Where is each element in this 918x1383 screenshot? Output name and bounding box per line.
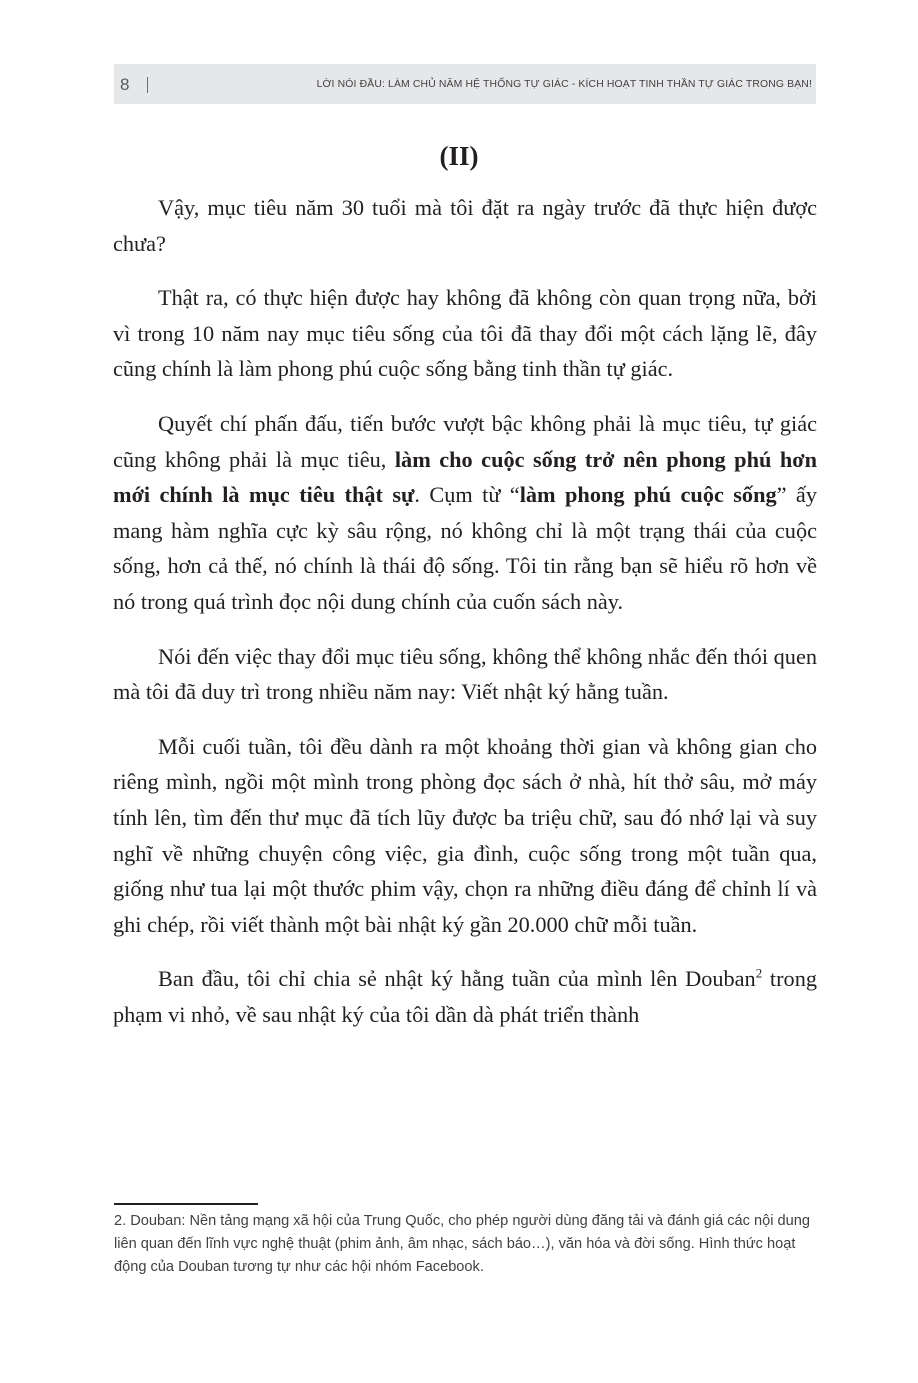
section-title: (II) <box>439 141 479 171</box>
paragraph-6-text-b: trong phạm vi nhỏ, về sau nhật ký của tôi dần dà phát triển thành <box>113 966 817 1027</box>
footnote-separator <box>114 1203 258 1205</box>
paragraph-3-text-c: . Cụm từ “ <box>414 482 520 508</box>
body-text <box>113 190 817 1051</box>
paragraph-3-emphasis-1: làm cho cuộc sống trở nên phong phú hơn mới chính là mục tiêu thật sự <box>113 446 818 508</box>
paragraph-3-text-e: ” ấy mang hàm nghĩa cực kỳ sâu rộng, nó không chỉ là một trạng thái của cuộc sống, hơn cả thế, nó chính là thái độ sống. Tôi tin rằng bạn sẽ hiểu rõ hơn về nó trong quá trình đọc nội dung chính của cuốn sách này. <box>113 482 817 614</box>
paragraph-3 <box>113 406 817 620</box>
running-title: LỜI NÓI ĐẦU: LÀM CHỦ NĂM HỆ THỐNG TỰ GIÁC - KÍCH HOẠT TINH THẦN TỰ GIÁC TRONG BẠN! <box>316 79 812 90</box>
footnote: 2. Douban: Nền tảng mạng xã hội của Trung Quốc, cho phép người dùng đăng tải và đánh giá các nội dung liên quan đến lĩnh vực nghệ thuật (phim ảnh, âm nhạc, sách báo…), văn hóa và đời sống. Hình thức hoạt động của Douban tương tự như các hội nhóm Facebook. <box>114 1213 811 1275</box>
paragraph-6 <box>113 961 817 1032</box>
paragraph-3-text-a: Quyết chí phấn đấu, tiến bước vượt bậc không phải là mục tiêu, tự giác cũng không phải là mục tiêu, <box>113 410 817 472</box>
paragraph-2: Thật ra, có thực hiện được hay không đã không còn quan trọng nữa, bởi vì trong 10 năm nay mục tiêu sống của tôi đã thay đổi một cách lặng lẽ, đây cũng chính là làm phong phú cuộc sống bằng tinh thần tự giác. <box>113 285 817 382</box>
paragraph-6-text-a: Ban đầu, tôi chỉ chia sẻ nhật ký hằng tuần của mình lên Douban <box>158 966 756 992</box>
paragraph-3-emphasis-2: làm phong phú cuộc sống <box>519 482 777 508</box>
paragraph-4: Nói đến việc thay đổi mục tiêu sống, không thể không nhắc đến thói quen mà tôi đã duy trì trong nhiều năm nay: Viết nhật ký hằng tuần. <box>113 643 817 705</box>
paragraph-5: Mỗi cuối tuần, tôi đều dành ra một khoảng thời gian và không gian cho riêng mình, ngồi một mình trong phòng đọc sách ở nhà, hít thở sâu, mở máy tính lên, tìm đến thư mục đã tích lũy được ba triệu chữ, sau đó nhớ lại và suy nghĩ về những chuyện công việc, gia đình, cuộc sống trong một tuần qua, giống như tua lại một thước phim vậy, chọn ra những điều đáng để chỉnh lí và ghi chép, rồi viết thành một bài nhật ký gần 20.000 chữ mỗi tuần. <box>113 733 817 937</box>
footnote-reference[interactable]: 2 <box>755 965 763 981</box>
header-divider <box>147 77 148 93</box>
running-header <box>114 64 816 104</box>
paragraph-1: Vậy, mục tiêu năm 30 tuổi mà tôi đặt ra ngày trước đã thực hiện được chưa? <box>113 195 817 256</box>
page-number: 8 <box>120 75 130 94</box>
